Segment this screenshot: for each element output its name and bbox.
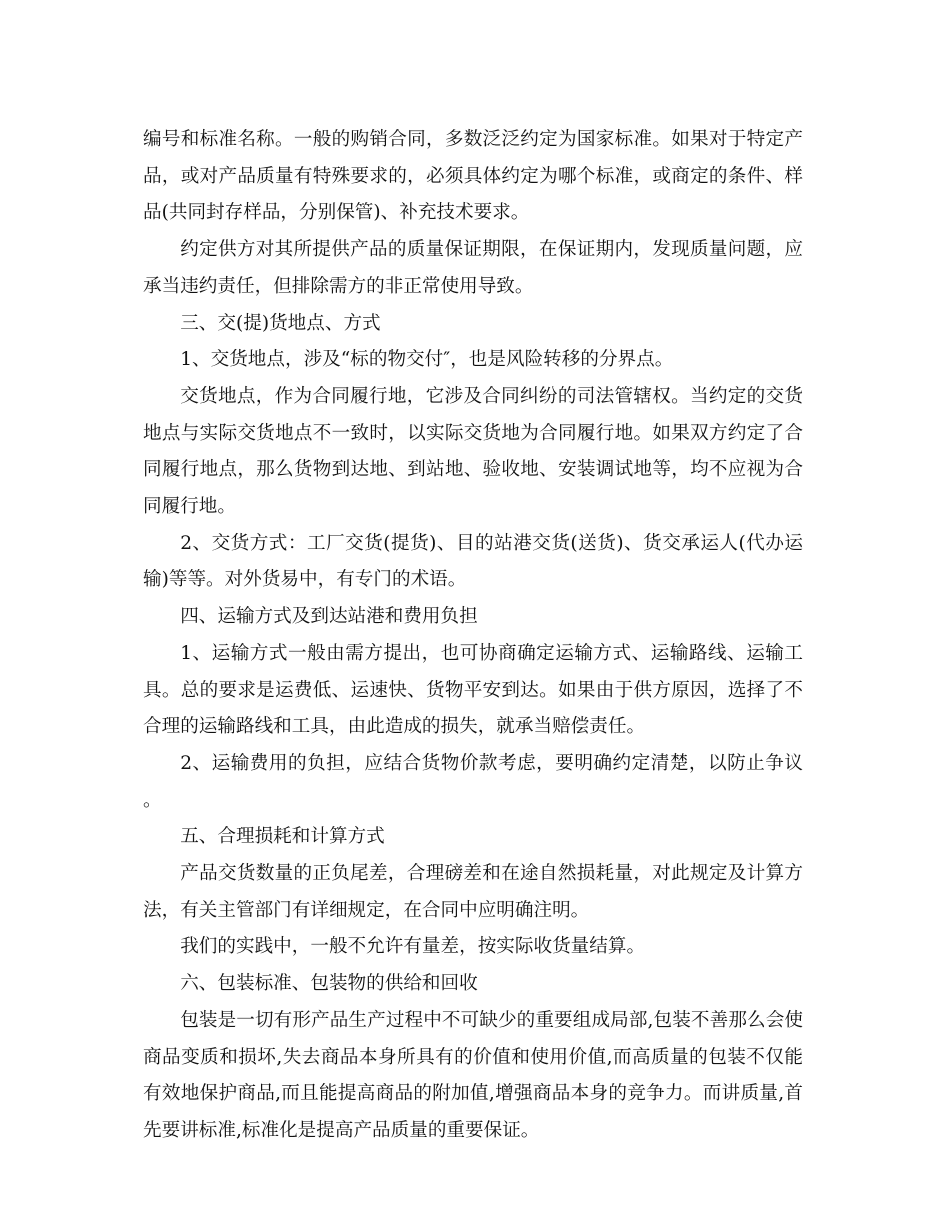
paragraph: 1、交货地点，涉及“标的物交付″，也是风险转移的分界点。 — [180, 349, 674, 371]
paragraph: 编号和标准名称。一般的购销合同，多数泛泛约定为国家标准。如果对于特定产品，或对产品质量有特殊要求的，必须具体约定为哪个标准，或商定的条件、样品(共同封存样品，分别保管)、补充技术要求。 — [143, 129, 803, 224]
section-heading: 六、包装标准、包装物的供给和回收 — [180, 973, 478, 995]
section-heading: 三、交(提)货地点、方式 — [180, 312, 381, 334]
paragraph: 我们的实践中，一般不允许有量差，按实际收货量结算。 — [180, 936, 646, 958]
paragraph: 约定供方对其所提供产品的质量保证期限，在保证期内，发现质量问题，应承当违约责任，但排除需方的非正常使用导致。 — [143, 239, 803, 297]
section-heading: 五、合理损耗和计算方式 — [180, 826, 385, 848]
paragraph: 包装是一切有形产品生产过程中不可缺少的重要组成局部,包装不善那么会使商品变质和损坏,失去商品本身所具有的价值和使用价值,而高质量的包装不仅能有效地保护商品,而且能提高商品的附加值,增强商品本身的竞争力。而讲质量,首先要讲标准,标准化是提高产品质量的重要保证。 — [143, 1009, 803, 1141]
section-heading: 四、运输方式及到达站港和费用负担 — [180, 606, 478, 628]
document-body — [143, 122, 803, 1150]
paragraph: 2、交货方式：工厂交货(提货)、目的站港交货(送货)、货交承运人(代办运输)等等。对外货易中，有专门的术语。 — [143, 532, 803, 591]
paragraph: 交货地点，作为合同履行地，它涉及合同纠纷的司法管辖权。当约定的交货地点与实际交货地点不一致时，以实际交货地为合同履行地。如果双方约定了合同履行地点，那么货物到达地、到站地、验收地、安装调试地等，均不应视为合同履行地。 — [143, 385, 803, 518]
paragraph: 产品交货数量的正负尾差，合理磅差和在途自然损耗量，对此规定及计算方法，有关主管部门有详细规定，在合同中应明确注明。 — [143, 863, 803, 921]
paragraph: 2、运输费用的负担，应结合货物价款考虑，要明确约定清楚，以防止争议。 — [143, 752, 803, 811]
paragraph: 1、运输方式一般由需方提出，也可协商确定运输方式、运输路线、运输工具。总的要求是运费低、运速快、货物平安到达。如果由于供方原因，选择了不合理的运输路线和工具，由此造成的损失，就承当赔偿责任。 — [143, 642, 803, 738]
